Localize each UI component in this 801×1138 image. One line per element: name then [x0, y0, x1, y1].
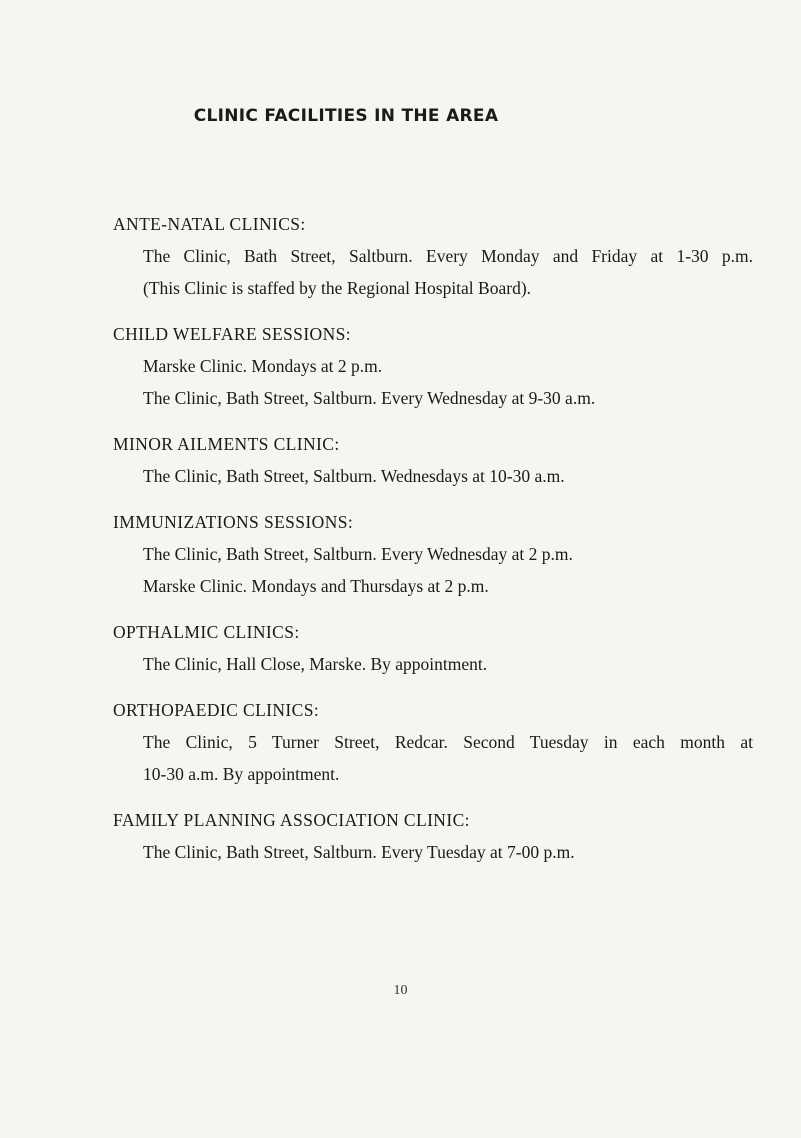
section-line: The Clinic, Bath Street, Saltburn. Every Tuesday at 7-00 p.m.	[143, 842, 575, 862]
section-line: Marske Clinic. Mondays and Thursdays at 2 p.m.	[143, 576, 489, 596]
section-ante-natal	[113, 208, 753, 304]
section-line: The Clinic, Bath Street, Saltburn. Wednesdays at 10-30 a.m.	[143, 466, 565, 486]
section-line: The Clinic, 5 Turner Street, Redcar. Second Tuesday in each month at	[143, 732, 753, 752]
section-line: (This Clinic is staffed by the Regional Hospital Board).	[143, 278, 532, 298]
section-heading: MINOR AILMENTS CLINIC:	[113, 434, 340, 454]
section-heading: ORTHOPAEDIC CLINICS:	[113, 700, 320, 720]
section-line: The Clinic, Hall Close, Marske. By appointment.	[143, 654, 488, 674]
section-line: The Clinic, Bath Street, Saltburn. Every Wednesday at 9-30 a.m.	[143, 388, 596, 408]
section-immunizations	[113, 506, 753, 602]
section-family-planning	[113, 804, 753, 868]
section-line: Marske Clinic. Mondays at 2 p.m.	[143, 356, 383, 376]
section-child-welfare	[113, 318, 753, 414]
section-heading: ANTE-NATAL CLINICS:	[113, 214, 306, 234]
section-opthalmic	[113, 616, 753, 680]
section-line: 10-30 a.m. By appointment.	[143, 764, 340, 784]
section-minor-ailments	[113, 428, 753, 492]
section-heading: FAMILY PLANNING ASSOCIATION CLINIC:	[113, 810, 470, 830]
clinic-list	[113, 208, 753, 868]
section-line: The Clinic, Bath Street, Saltburn. Every Wednesday at 2 p.m.	[143, 544, 573, 564]
section-orthopaedic	[113, 694, 753, 790]
section-line: The Clinic, Bath Street, Saltburn. Every Monday and Friday at 1-30 p.m.	[143, 246, 753, 266]
section-heading: IMMUNIZATIONS SESSIONS:	[113, 512, 354, 532]
page-title: CLINIC FACILITIES IN THE AREA	[193, 106, 499, 126]
page-number: 10	[393, 983, 408, 998]
section-heading: CHILD WELFARE SESSIONS:	[113, 324, 352, 344]
section-heading: OPTHALMIC CLINICS:	[113, 622, 300, 642]
